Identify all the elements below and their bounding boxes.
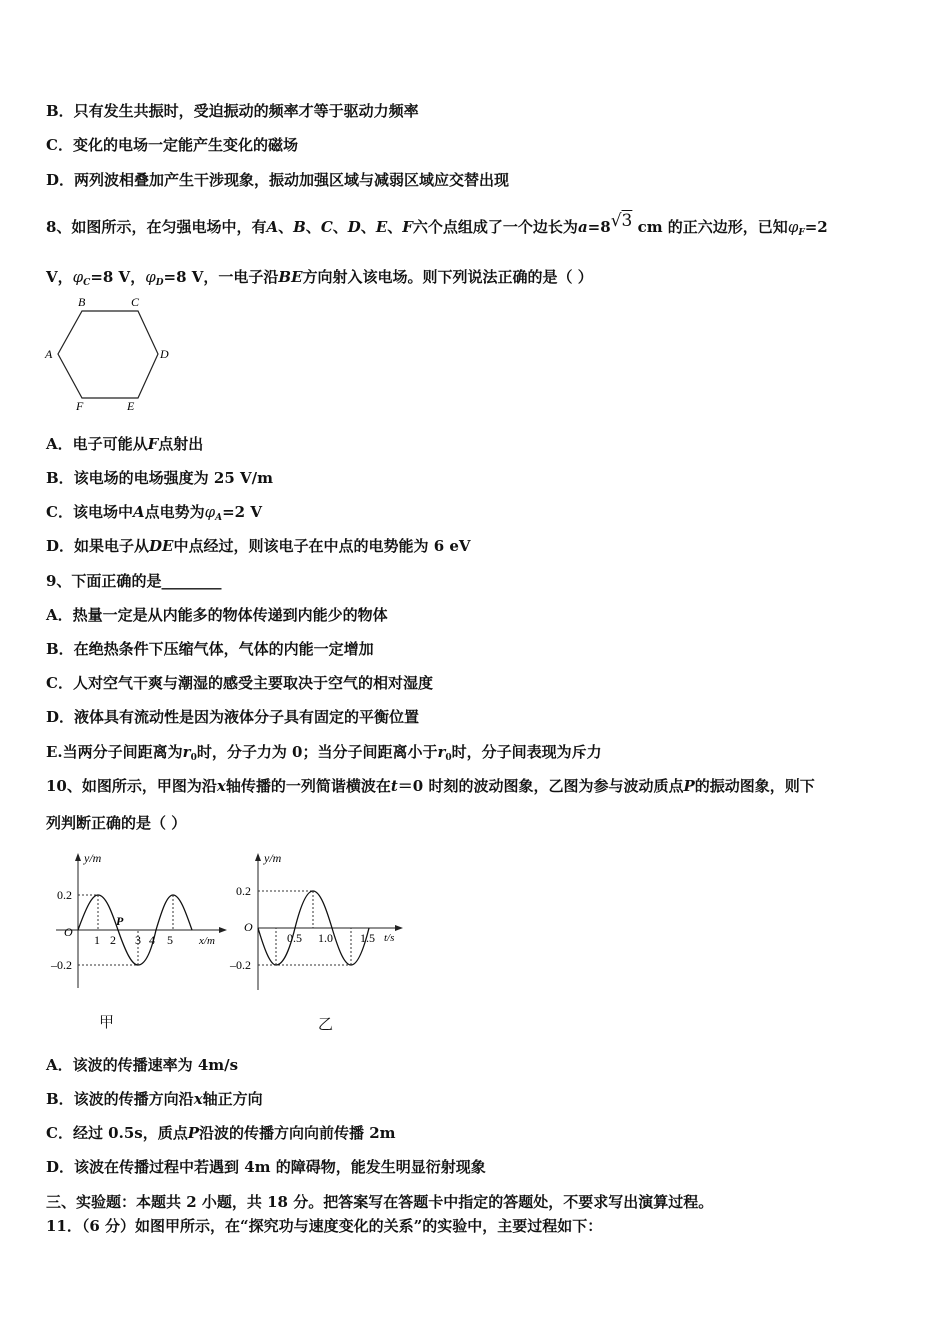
jia-x-tick-5: 5 [167,933,173,947]
caption-yi: 乙 [318,1015,334,1033]
yi-y-tick-top: 0.2 [236,884,251,898]
jia-y-tick-top: 0.2 [57,888,72,902]
vertex-label-d: D [160,347,169,361]
jia-y-arrow [75,853,81,861]
yi-x-label: t/s [384,932,395,944]
vibration-graph-yi [226,848,416,998]
jia-x-tick-2: 2 [110,933,116,947]
q10-stem-line2: 列判断正确的是（ ） [46,814,187,832]
q9-option-e: E.当两分子间距离为$r_0$时，分子力为 0；当分子间距离小于$r_0$时，分子间表现为斥力 [46,743,602,763]
yi-origin: O [244,920,253,934]
q9-option-c: C．人对空气干爽与潮湿的感受主要取决于空气的相对湿度 [46,674,433,692]
sqrt-symbol: √3 [610,211,633,231]
yi-y-tick-bottom: –0.2 [230,958,251,972]
option-b-resonance: B．只有发生共振时，受迫振动的频率才等于驱动力频率 [46,102,419,120]
vertex-label-b: B [78,295,86,309]
q8-option-c: C．该电场中A点电势为$\varphi_A=2$ V [46,503,262,523]
caption-jia: 甲 [99,1013,115,1031]
wave-graph-jia [46,848,236,998]
yi-x-tick-10: 1.0 [318,931,333,945]
q10-option-c: C．经过 0.5s，质点P沿波的传播方向向前传播 2m [46,1124,396,1142]
jia-x-tick-3: 3 [135,933,141,947]
jia-origin: O [64,925,73,939]
jia-x-tick-1: 1 [94,933,100,947]
q9-option-d: D．液体具有流动性是因为液体分子具有固定的平衡位置 [46,708,420,726]
q10-option-d: D．该波在传播过程中若遇到 4m 的障碍物，能发生明显衍射现象 [46,1158,486,1176]
jia-y-tick-bottom: –0.2 [51,958,72,972]
jia-point-p: P [116,914,124,928]
option-d-interference: D．两列波相叠加产生干涉现象，振动加强区域与减弱区域应交替出现 [46,171,510,189]
q8-option-a: A．电子可能从F点射出 [46,435,204,453]
option-c-field: C．变化的电场一定能产生变化的磁场 [46,136,298,154]
q8-option-d: D．如果电子从DE中点经过，则该电子在中点的电势能为 6 eV [46,537,471,555]
vertex-label-c: C [131,295,140,309]
hexagon-shape [58,311,158,398]
vertex-label-a: A [45,347,53,361]
yi-y-label: y/m [264,851,282,865]
q10-stem-line1: 10、如图所示，甲图为沿x轴传播的一列简谐横波在t＝0 时刻的波动图象，乙图为参与波动质点P的振动图象，则下 [46,777,815,795]
q9-option-a: A．热量一定是从内能多的物体传递到内能少的物体 [46,606,388,624]
jia-x-tick-4: 4 [149,933,155,947]
q8-option-b: B．该电场的电场强度为 25 V/m [46,469,273,487]
yi-x-tick-05: 0.5 [287,931,302,945]
q11-stem: 11．（6 分）如图甲所示，在“探究功与速度变化的关系”的实验中，主要过程如下： [46,1217,603,1235]
q10-option-a: A．该波的传播速率为 4m/s [46,1056,239,1074]
yi-x-tick-15: 1.5 [360,931,375,945]
q10-option-b: B．该波的传播方向沿x轴正方向 [46,1090,263,1108]
hexagon-figure [40,292,180,416]
vertex-label-e: E [127,399,135,413]
q8-stem-line2: V，$\varphi_C=8$ V，$\varphi_D=8$ V，一电子沿BE方向射入该电场。则下列说法正确的是（ ） [46,268,593,288]
q9-option-b: B．在绝热条件下压缩气体，气体的内能一定增加 [46,640,374,658]
section-3-heading: 三、实验题：本题共 2 小题，共 18 分。把答案写在答题卡中指定的答题处，不要求写出演算过程。 [46,1193,714,1211]
q9-stem: 9、下面正确的是________ [46,572,222,590]
q8-stem-line1: 8、如图所示，在匀强电场中，有A、B、C、D、E、F六个点组成了一个边长为a=8√3 cm 的正六边形，已知$\varphi_F=2$ [46,211,828,238]
yi-x-arrow [395,925,403,931]
jia-y-label: y/m [84,851,102,865]
yi-y-arrow [255,853,261,861]
jia-x-label: x/m [199,935,215,947]
vertex-label-f: F [76,399,84,413]
